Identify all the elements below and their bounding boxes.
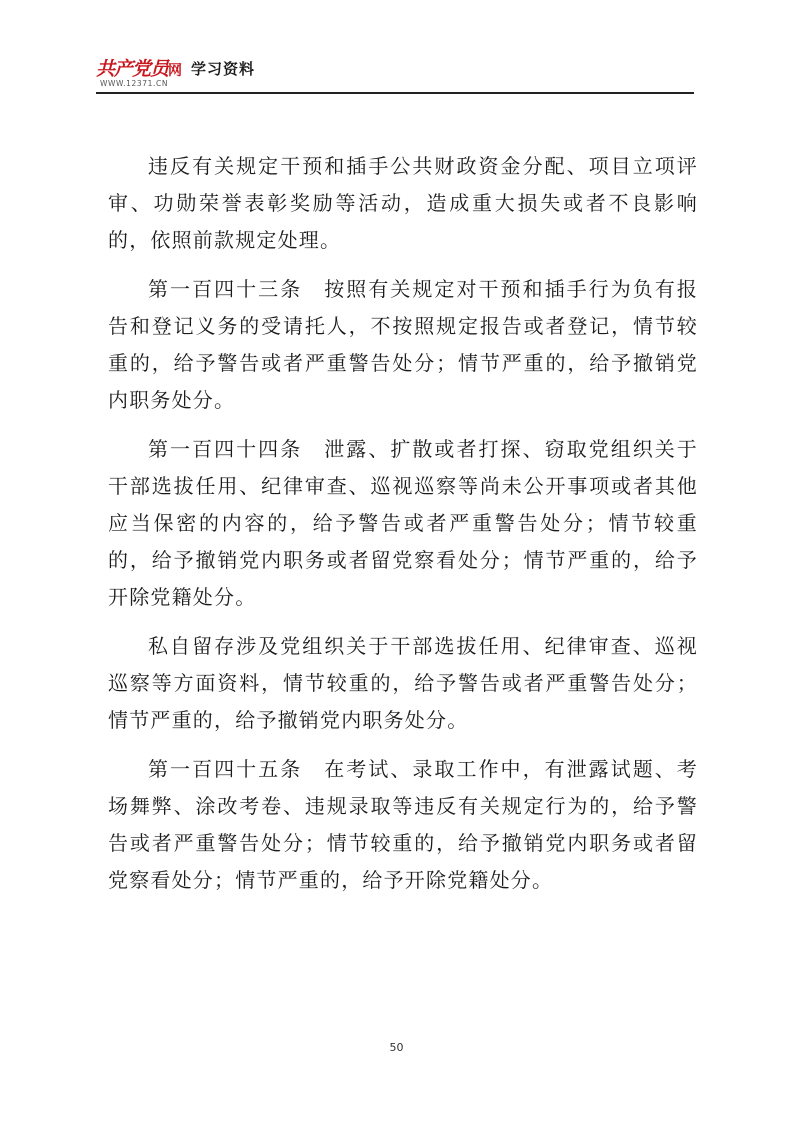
header-title: 学习资料 <box>191 60 256 78</box>
document-body <box>108 148 698 911</box>
page-header <box>96 48 694 96</box>
header-divider <box>96 92 694 94</box>
page-number: 50 <box>389 1041 404 1054</box>
site-logo <box>96 54 182 81</box>
logo-url: WWW.12371.CN <box>100 79 169 88</box>
logo-script-text: 共产党员 <box>96 58 169 80</box>
paragraph: 私自留存涉及党组织关于干部选拔任用、纪律审查、巡视巡察等方面资料，情节较重的，给予警告或者严重警告处分；情节严重的，给予撤销党内职务处分。 <box>108 634 698 732</box>
paragraph-article-143: 第一百四十三条 按照有关规定对干预和插手行为负有报告和登记义务的受请托人，不按照规定报告或者登记，情节较重的，给予警告或者严重警告处分；情节严重的，给予撤销党内职务处分。 <box>108 277 698 412</box>
paragraph: 违反有关规定干预和插手公共财政资金分配、项目立项评审、功勋荣誉表彰奖励等活动，造成重大损失或者不良影响的，依照前款规定处理。 <box>108 154 698 252</box>
paragraph-article-144: 第一百四十四条 泄露、扩散或者打探、窃取党组织关于干部选拔任用、纪律审查、巡视巡察等尚未公开事项或者其他应当保密的内容的，给予警告或者严重警告处分；情节较重的，给予撤销党内职务或者留党察看处分；情节严重的，给予开除党籍处分。 <box>108 437 698 609</box>
paragraph-article-145: 第一百四十五条 在考试、录取工作中，有泄露试题、考场舞弊、涂改考卷、违规录取等违反有关规定行为的，给予警告或者严重警告处分；情节较重的，给予撤销党内职务或者留党察看处分；情节严重的，给予开除党籍处分。 <box>108 757 698 892</box>
logo-net-text: 网 <box>168 63 183 79</box>
